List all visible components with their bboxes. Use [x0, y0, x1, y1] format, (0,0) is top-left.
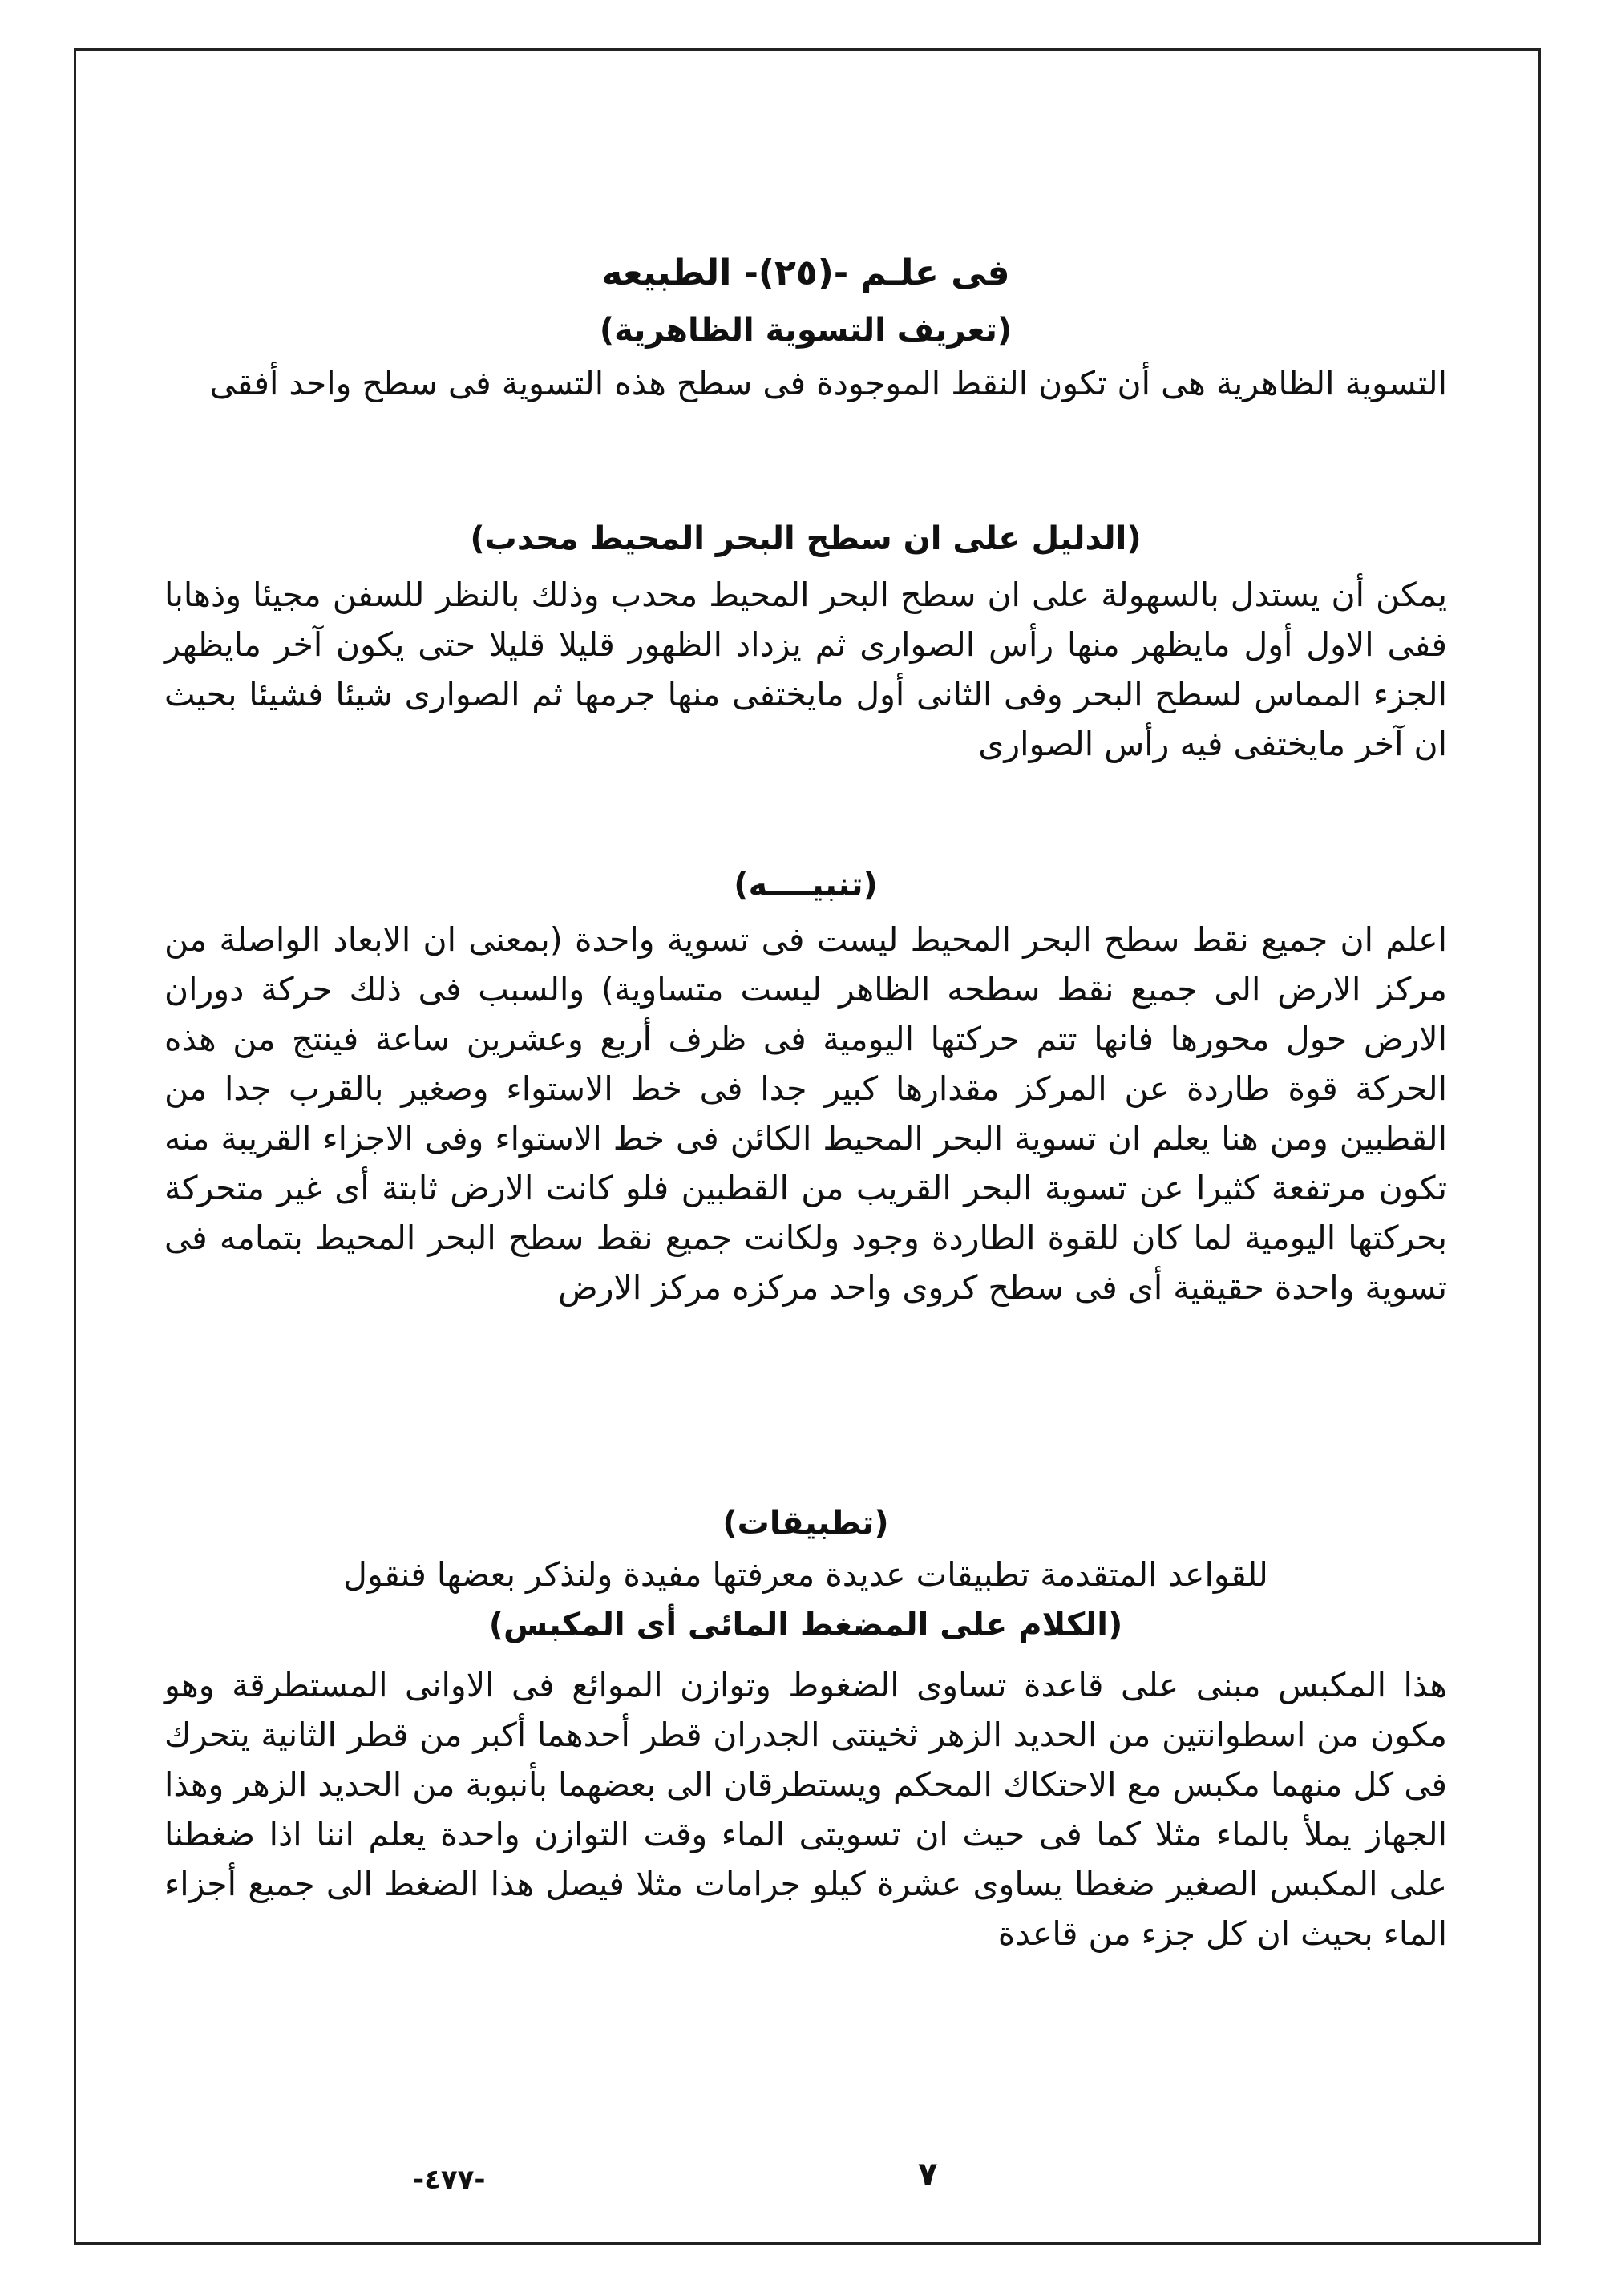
section-heading-press: (الكلام على المضغط المائى أى المكبس) — [488, 1607, 1123, 1643]
section-heading-applications: (تطبيقات) — [722, 1505, 889, 1542]
section-text-note: اعلم ان جميع نقط سطح البحر المحيط ليست فى تسوية واحدة (بمعنى ان الابعاد الواصلة من مركز الارض الى جميع نقط سطحه الظاهر ليست متساوية) والسبب فى ذلك حركة دوران الارض حول محورها فانها تتم حركتها اليومية فى ظرف أربع وعشرين ساعة فينتج من هذه الحركة قوة طاردة عن المركز مقدارها كبير جدا فى خط الاستواء وصغير بالقرب جدا من القطبين ومن هنا يعلم ان تسوية البحر المحيط الكائن فى خط الاستواء وفى الاجزاء القريبة منه تكون مرتفعة كثيرا عن تسوية البحر القريب من القطبين فلو كانت الارض ثابتة أى غير متحركة بحركتها اليومية لما كان للقوة الطاردة وجود ولكانت جميع نقط سطح البحر المحيط بتمامه فى تسوية واحدة حقيقية أى فى سطح كروى واحد مركزه مركز الارض — [164, 920, 1447, 1307]
section-text-applications: للقواعد المتقدمة تطبيقات عديدة معرفتها مفيدة ولنذكر بعضها فنقول — [343, 1555, 1268, 1594]
section-heading-proof: (الدليل على ان سطح البحر المحيط محدب) — [470, 520, 1142, 557]
page-frame — [74, 48, 1541, 2245]
section-text-proof: يمكن أن يستدل بالسهولة على ان سطح البحر المحيط محدب وذلك بالنظر للسفن مجيئا وذهابا ففى الاول أول مايظهر منها رأس الصوارى ثم يزداد الظهور قليلا قليلا حتى يكون آخر مايظهر الجزء المماس لسطح البحر وفى الثانى أول مايختفى منها جرمها ثم الصوارى شيئا فشيئا بحيث ان آخر مايختفى فيه رأس الصوارى — [164, 576, 1447, 763]
signature-mark: ٧ — [918, 2156, 938, 2193]
section-text-press: هذا المكبس مبنى على قاعدة تساوى الضغوط وتوازن الموائع فى الاوانى المستطرقة وهو مكون من اسطوانتين من الحديد الزهر ثخينتى الجدران قطر أحدهما أكبر من قطر الثانية يتحرك فى كل منهما مكبس مع الاحتكاك المحكم ويستطرقان الى بعضهما بأنبوبة من الحديد الزهر وهذا الجهاز يملأ بالماء مثلا كما فى حيث ان تسويتى الماء وقت التوازن واحدة يعلم اننا اذا ضغطنا على المكبس الصغير ضغطا يساوى عشرة كيلو جرامات مثلا فيصل هذا الضغط الى جميع أجزاء الماء بحيث ان كل جزء من قاعدة — [164, 1666, 1447, 1953]
section-heading-note: (تنبيــــه) — [734, 867, 878, 903]
page-header: فى علـم -(٢٥)- الطبيعه — [601, 253, 1010, 293]
section-heading-definition: (تعريف التسوية الظاهرية) — [599, 312, 1013, 349]
page-number: -٤٧٧- — [413, 2164, 486, 2196]
section-text-definition: التسوية الظاهرية هى أن تكون النقط الموجودة فى سطح هذه التسوية فى سطح واحد أفقى — [209, 364, 1447, 402]
